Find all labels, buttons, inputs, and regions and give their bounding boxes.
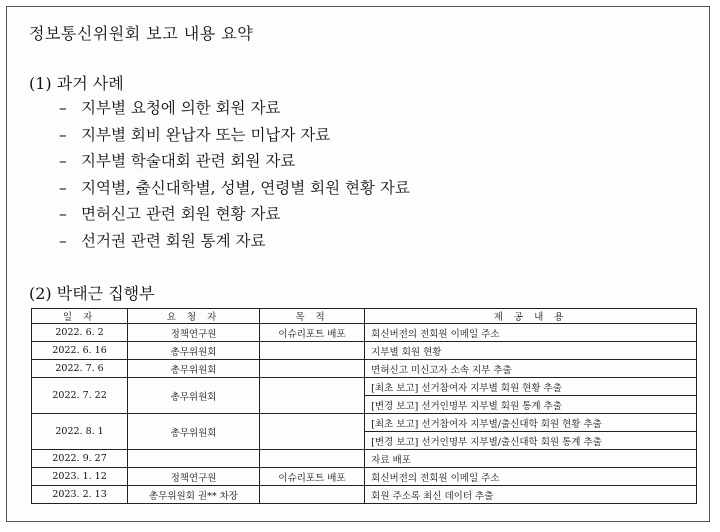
cell-date: 2022. 6. 2	[32, 324, 128, 342]
cell-contents: [최초 보고] 선거참여자 지부별 회원 현황 추출	[365, 378, 697, 396]
section-heading-executive: (2) 박태근 집행부	[29, 284, 155, 303]
table-row	[32, 342, 697, 360]
records-table	[31, 308, 697, 504]
cell-requester: 정책연구원	[128, 468, 260, 486]
cell-contents: 자료 배포	[365, 450, 697, 468]
cell-requester: 총무위원회	[128, 414, 260, 450]
cell-purpose: 이슈리포트 배포	[259, 324, 364, 342]
cell-contents: [변경 보고] 선거인명부 지부별 회원 통계 추출	[365, 396, 697, 414]
cell-contents: 면허신고 미신고자 소속 지부 추출	[365, 360, 697, 378]
cell-requester: 정책연구원	[128, 324, 260, 342]
list-item-text: 지부별 회비 완납자 또는 미납자 자료	[81, 125, 331, 144]
list-item	[59, 175, 410, 202]
header-requester: 요 청 자	[128, 309, 260, 324]
dash-bullet: –	[59, 205, 67, 223]
cell-purpose	[259, 414, 364, 450]
header-contents: 제 공 내 용	[365, 309, 697, 324]
cell-requester: 총무위원회	[128, 342, 260, 360]
cell-contents: 회원 주소록 최신 데이터 추출	[365, 486, 697, 504]
cell-date: 2023. 1. 12	[32, 468, 128, 486]
list-item	[59, 148, 410, 175]
list-item	[59, 201, 410, 228]
cell-purpose	[259, 378, 364, 414]
list-item-text: 지부별 학술대회 관련 회원 자료	[81, 152, 296, 170]
cell-purpose	[259, 450, 364, 468]
cell-purpose	[259, 342, 364, 360]
cell-contents: [변경 보고] 선거인명부 지부별/출신대학 회원 통계 추출	[365, 432, 697, 450]
table-row	[32, 378, 697, 396]
cell-date: 2022. 9. 27	[32, 450, 128, 468]
table-header-row	[32, 309, 697, 324]
cell-requester: 총무위원회	[128, 378, 260, 414]
list-item	[59, 228, 410, 255]
list-item-text: 선거권 관련 회원 통계 자료	[81, 231, 266, 250]
cell-requester: 총무위원회	[128, 360, 260, 378]
dash-bullet: –	[59, 178, 67, 197]
cell-date: 2023. 2. 13	[32, 486, 128, 504]
document-title: 정보통신위원회 보고 내용 요약	[29, 24, 254, 43]
list-item	[59, 122, 410, 149]
cell-contents: 지부별 회원 현황	[365, 342, 697, 360]
dash-bullet: –	[59, 231, 67, 250]
past-cases-list	[59, 95, 410, 254]
document-page	[6, 6, 710, 522]
list-item	[59, 95, 410, 122]
cell-contents: 회신버전의 전회원 이메일 주소	[365, 324, 697, 342]
cell-requester	[128, 450, 260, 468]
header-purpose: 목 적	[259, 309, 364, 324]
table-row	[32, 468, 697, 486]
cell-date: 2022. 7. 22	[32, 378, 128, 414]
cell-date: 2022. 6. 16	[32, 342, 128, 360]
cell-date: 2022. 7. 6	[32, 360, 128, 378]
cell-contents: 회신버전의 전회원 이메일 주소	[365, 468, 697, 486]
table-row	[32, 360, 697, 378]
list-item-text: 지역별, 출신대학별, 성별, 연령별 회원 현황 자료	[81, 178, 410, 197]
table-row	[32, 486, 697, 504]
table-row	[32, 450, 697, 468]
header-date: 일 자	[32, 309, 128, 324]
cell-purpose	[259, 360, 364, 378]
cell-requester: 총무위원회 권** 차장	[128, 486, 260, 504]
dash-bullet: –	[59, 125, 67, 144]
dash-bullet: –	[59, 152, 67, 170]
section-heading-past-cases: (1) 과거 사례	[29, 74, 124, 93]
dash-bullet: –	[59, 99, 67, 117]
cell-purpose	[259, 486, 364, 504]
table-row	[32, 414, 697, 432]
list-item-text: 지부별 요청에 의한 회원 자료	[81, 99, 281, 117]
table-row	[32, 324, 697, 342]
cell-contents: [최초 보고] 선거참여자 지부별/출신대학 회원 현황 추출	[365, 414, 697, 432]
cell-purpose: 이슈리포트 배포	[259, 468, 364, 486]
list-item-text: 면허신고 관련 회원 현황 자료	[81, 205, 281, 223]
cell-date: 2022. 8. 1	[32, 414, 128, 450]
